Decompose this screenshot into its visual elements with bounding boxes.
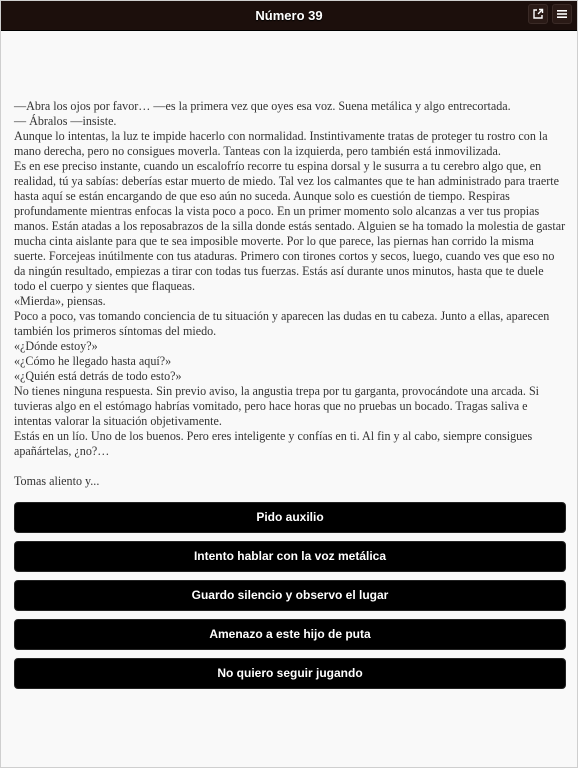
choice-button-observo-lugar[interactable]: Guardo silencio y observo el lugar [14,580,566,611]
story-paragraph: — Ábralos —insiste. [14,114,117,128]
header-bar [1,1,577,31]
choice-list [14,502,566,697]
paragraph-gap [14,459,566,474]
story-paragraph: No tienes ninguna respuesta. Sin previo aviso, la angustia trepa por tu garganta, provocándote una arcada. Si tuvieras algo en el estómago habrías vomitado, pero hace horas que no pruebas un bocado. Tragas saliva e intentas valorar la situación objetivamente. [14,384,540,428]
story-paragraph: «Mierda», piensas. [14,294,106,308]
story-paragraph: «¿Dónde estoy?» [14,339,98,353]
choice-button-pido-auxilio[interactable]: Pido auxilio [14,502,566,533]
story-paragraph: Aunque lo intentas, la luz te impide hacerlo con normalidad. Instintivamente tratas de proteger tu rostro con la mano derecha, pero no consigues moverla. Tanteas con la izquierda, pero también está inmovilizada. [14,129,548,158]
story-paragraph: Estás en un lío. Uno de los buenos. Pero eres inteligente y confías en ti. Al fin y al cabo, siempre consigues apañártelas, ¿no?… [14,429,533,458]
menu-icon [556,8,568,20]
story-paragraph: —Abra los ojos por favor… —es la primera vez que oyes esa voz. Suena metálica y algo entrecortada. [14,99,511,113]
menu-button[interactable] [552,4,572,24]
story-paragraph: Es en ese preciso instante, cuando un escalofrío recorre tu espina dorsal y le susurra a tu cerebro algo que, en realidad, tú ya sabías: deberías estar muerto de miedo. Tal vez los calmantes que te han administrado para traerte hasta aquí se están encargando de que eso aún no suceda. Aunque solo es cuestión de tiempo. Respiras profundamente mientras enfocas la vista poco a poco. En un primer momento solo alcanzas a ver tus propias manos. Están atadas a los reposabrazos de la silla donde estás sentado. Alguien se ha tomado la molestia de gastar mucha cinta aislante para que te sea imposible moverte. Por lo que parece, las piernas han corrido la misma suerte. Forcejeas inútilmente con tus ataduras. Primero con tirones cortos y secos, luego, cuando ves que eso no da ningún resultado, empiezas a tirar con todas tus fuerzas. Estás así durante unos minutos, hasta que te duele todo el cuerpo y sientes que flaqueas. [14,159,566,293]
choice-button-hablar-voz[interactable]: Intento hablar con la voz metálica [14,541,566,572]
choice-button-no-seguir[interactable]: No quiero seguir jugando [14,658,566,689]
page-title: Número 39 [255,8,323,23]
choice-button-amenazo[interactable]: Amenazo a este hijo de puta [14,619,566,650]
share-icon [532,8,544,20]
story-paragraph: Poco a poco, vas tomando conciencia de tu situación y aparecen las dudas en tu cabeza. Junto a ellas, aparecen también los primeros síntomas del miedo. [14,309,550,338]
story-paragraph: «¿Quién está detrás de todo esto?» [14,369,182,383]
story-prompt: Tomas aliento y... [14,474,100,488]
story-text [14,99,566,489]
share-button[interactable] [528,4,548,24]
story-paragraph: «¿Cómo he llegado hasta aquí?» [14,354,172,368]
